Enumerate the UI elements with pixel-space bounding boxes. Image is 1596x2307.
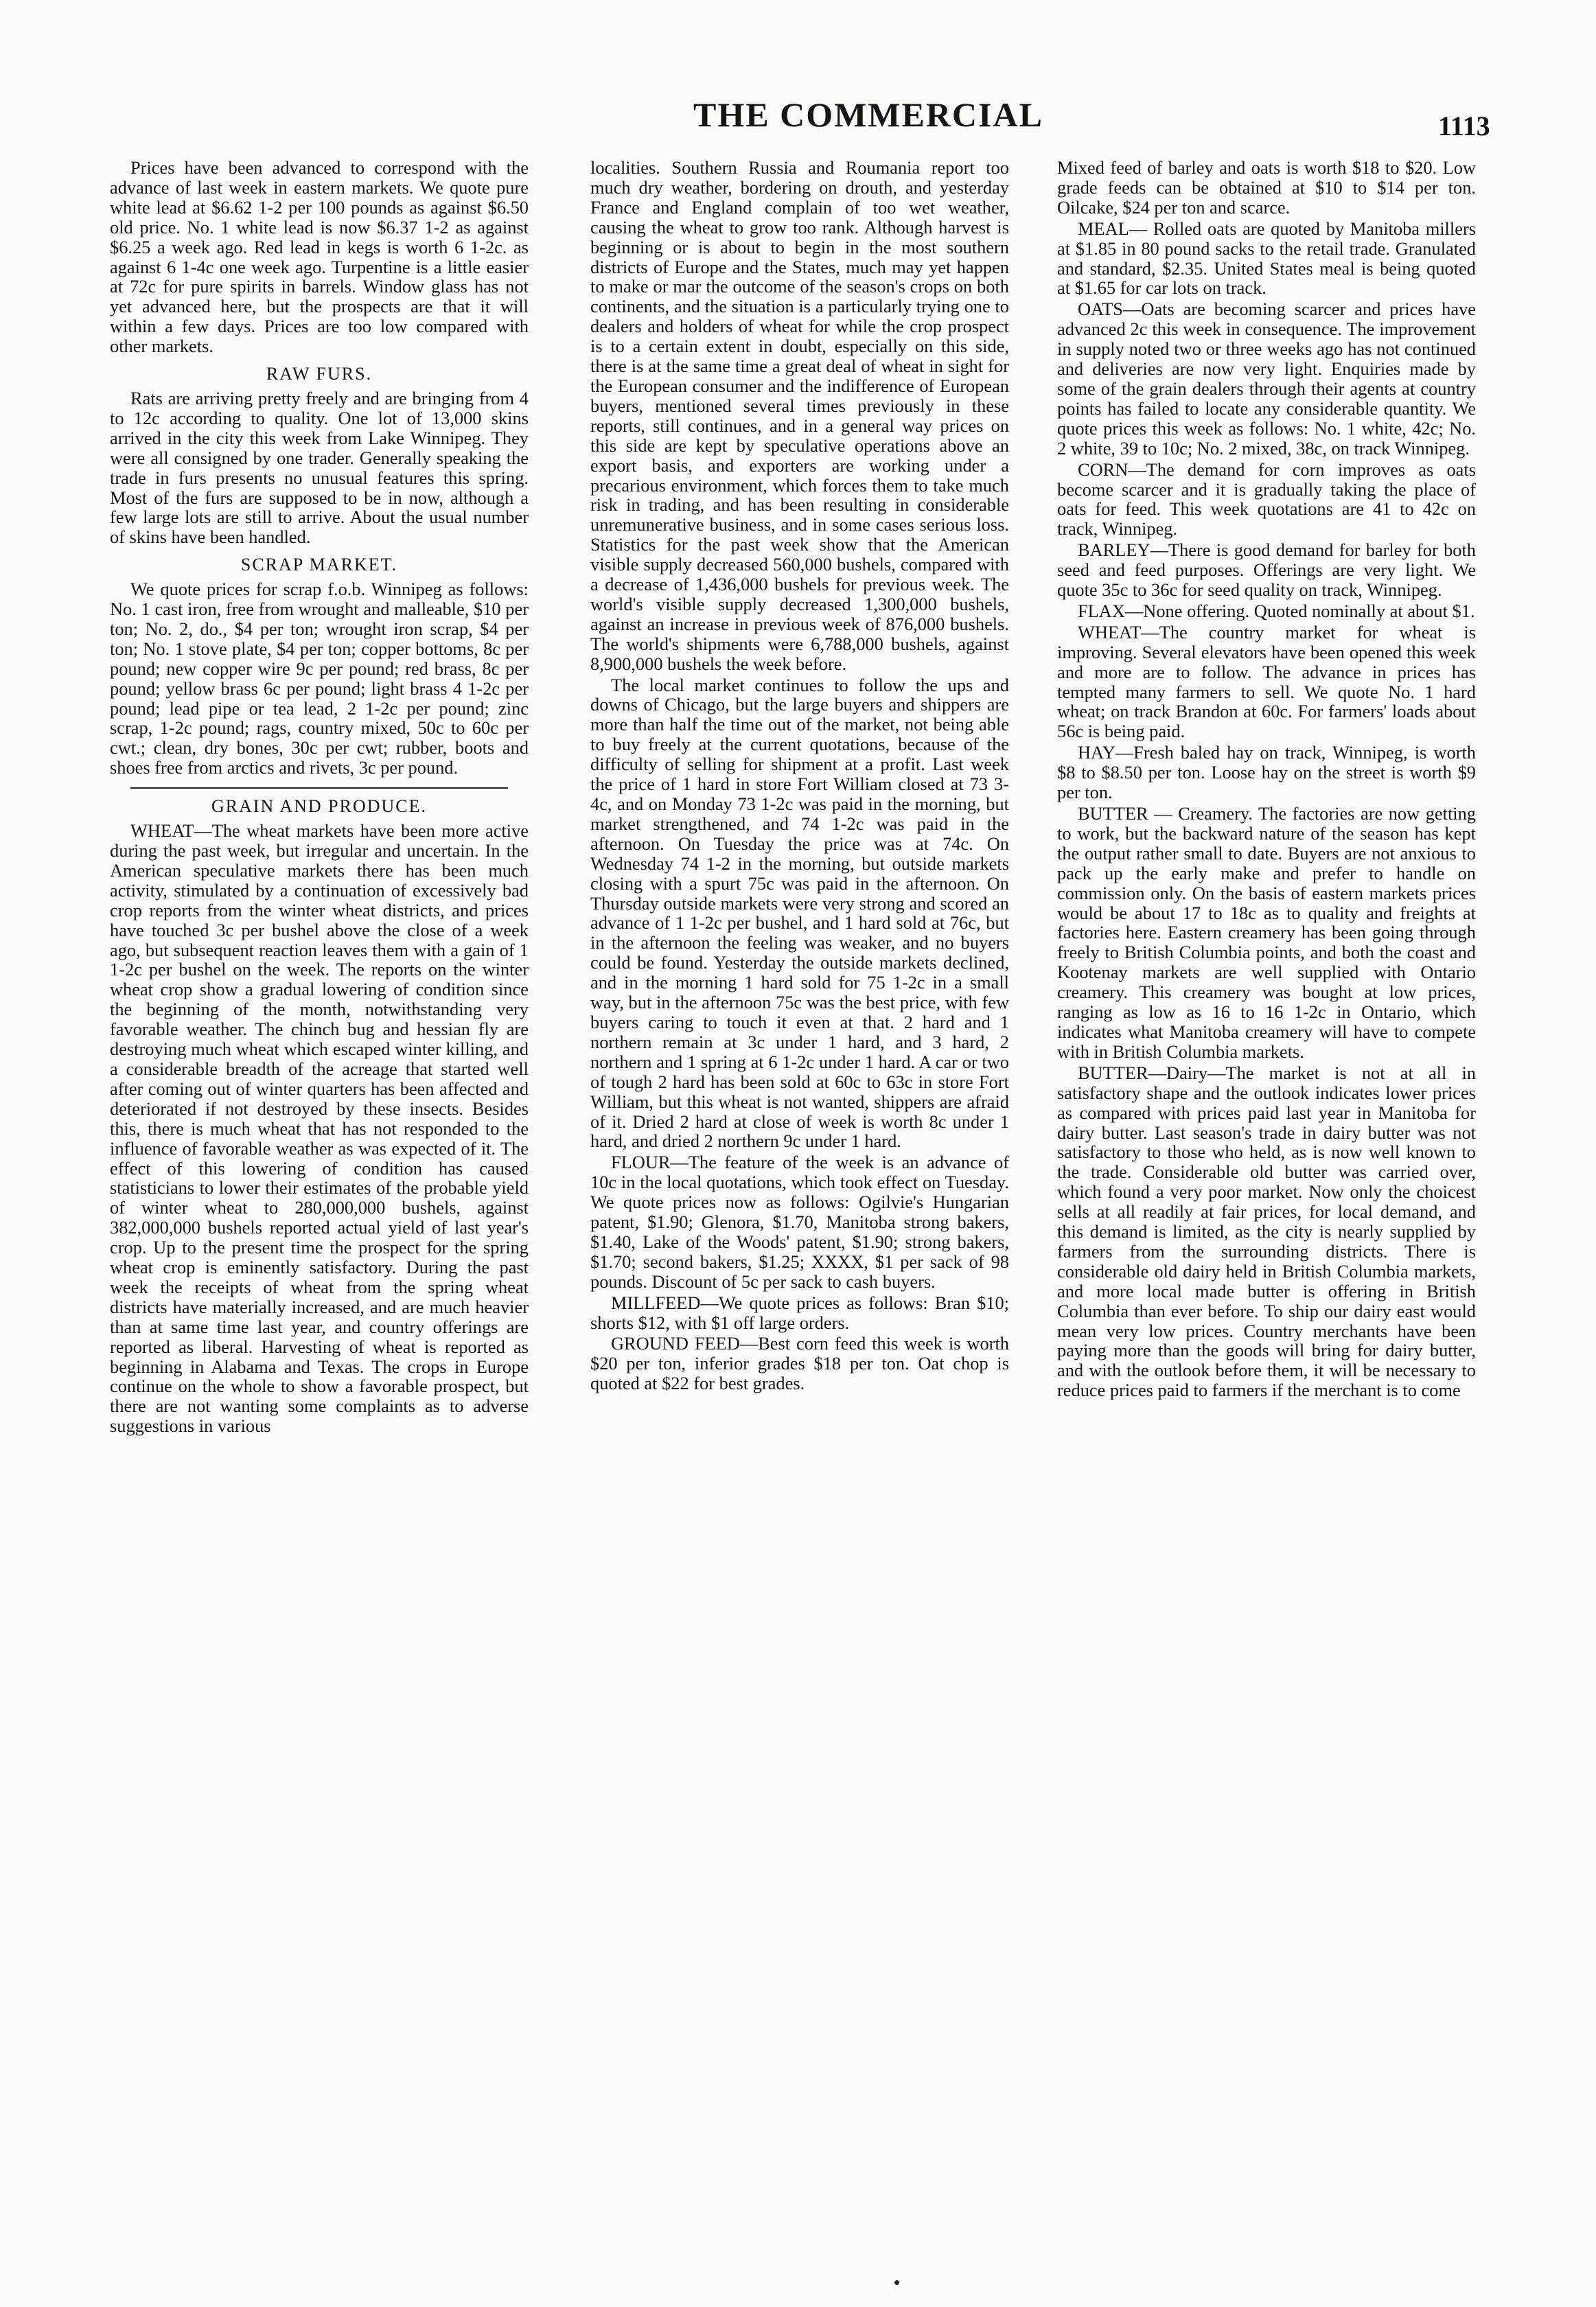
paragraph: WHEAT—The wheat markets have been more active during the past week, but irregular and uncertain. In the American speculative markets there has been much activity, stimulated by a continuation of excessively bad crop reports from the winter wheat districts, and prices have touched 3c per bushel above the close of a week ago, but subsequent reaction leaves them with a gain of 1 1-2c per bushel on the week. The reports on the winter wheat crop show a gradual lowering of condition since the beginning of the month, notwithstanding very favorable weather. The chinch bug and hessian fly are destroying much wheat which escaped winter killing, and a considerable breadth of the acreage that started well after coming out of winter quarters has been affected and deteriorated if not destroyed by these insects. Besides this, there is much wheat that has not responded to the influence of favorable weather as was expected of it. The effect of this lowering of condition has caused statisticians to lower their estimates of the probable yield of winter wheat to 280,000,000 bushels, against 382,000,000 bushels reported actual yield of last year's crop. Up to the present time the prospect for the spring wheat crop is eminently satisfactory. During the past week the receipts of wheat from the spring wheat districts have materially increased, and are much heavier than at same time last year, and country offerings are reported as liberal. Harvesting of wheat is reported as beginning in Alabama and Texas. The crops in Europe continue on the whole to show a favorable prospect, but there are not wanting some complaints as to adverse suggestions in various — [110, 820, 529, 1437]
page-header — [0, 95, 1596, 150]
paragraph: Prices have been advanced to correspond with the advance of last week in eastern markets. We quote pure white lead at $6.62 1-2 per 100 pounds as against $6.50 old price. No. 1 white lead is now $6.37 1-2 as against $6.25 a week ago. Red lead in kegs is worth 6 1-2c. as against 6 1-4c one week ago. Turpentine is a little easier at 72c for pure spirits in barrels. Window glass has not yet advanced here, but the prospects are that it will within a few days. Prices are too low compared with other markets. — [110, 157, 529, 357]
paragraph: FLOUR—The feature of the week is an advance of 10c in the local quotations, which took effect on Tuesday. We quote prices now as follows: Ogilvie's Hungarian patent, $1.90; Glenora, $1.70, Manitoba strong bakers, $1.40, Lake of the Woods' patent, $1.90; strong bakers, $1.70; second bakers, $1.25; XXXX, $1 per sack of 98 pounds. Discount of 5c per sack to cash buyers. — [590, 1152, 1009, 1292]
paragraph: BARLEY—There is good demand for barley for both seed and feed purposes. Offerings are very light. We quote 35c to 36c for seed quality on track, Winnipeg. — [1057, 540, 1476, 601]
column-1 — [110, 158, 529, 1436]
paragraph: MEAL— Rolled oats are quoted by Manitoba millers at $1.85 in 80 pound sacks to the retail trade. Granulated and standard, $2.35. United States meal is being quoted at $1.65 for car lots on track. — [1057, 218, 1476, 299]
paragraph: GROUND FEED—Best corn feed this week is worth $20 per ton, inferior grades $18 per ton. Oat chop is quoted at $22 for best grades. — [590, 1333, 1009, 1394]
section-heading: SCRAP MARKET. — [240, 555, 398, 575]
paragraph: Mixed feed of barley and oats is worth $18 to $20. Low grade feeds can be obtained at $10 to $14 per ton. Oilcake, $24 per ton and scarce. — [1057, 157, 1476, 218]
paragraph: Rats are arriving pretty freely and are bringing from 4 to 12c according to quality. One lot of 13,000 skins arrived in the city this week from Lake Winnipeg. They were all consigned by one trader. Generally speaking the trade in furs presents no unusual features this spring. Most of the furs are supposed to be in now, although a few large lots are still to arrive. About the usual number of skins have been handled. — [110, 387, 529, 548]
section-divider — [130, 787, 508, 789]
column-3 — [1057, 158, 1476, 1400]
footer-dot — [894, 2280, 899, 2285]
paragraph: FLAX—None offering. Quoted nominally at about $1. — [1078, 600, 1475, 621]
paragraph: BUTTER — Creamery. The factories are now getting to work, but the backward nature of the season has kept the output rather small to date. Buyers are not anxious to pack up the early make and prefer to handle on commission only. On the basis of eastern markets prices would be about 17 to 18c as to quality and freights at factories here. Eastern creamery has been going through freely to British Columbia points, and both the coast and Kootenay markets are well supplied with Ontario creamery. This creamery was bought at low prices, ranging as low as 16 to 16 1-2c in Ontario, which indicates what Manitoba creamery will have to compete with in British Columbia markets. — [1057, 803, 1476, 1062]
masthead-title: THE COMMERCIAL — [693, 95, 1043, 134]
page-number: 1113 — [1438, 111, 1490, 141]
section-heading: GRAIN AND PRODUCE. — [211, 796, 428, 817]
paragraph: WHEAT—The country market for wheat is improving. Several elevators have been opened this week and more are to follow. The advance in prices has tempted many farmers to sell. We quote No. 1 hard wheat; on track Brandon at 60c. For farmers' loads about 56c is being paid. — [1057, 621, 1476, 742]
paragraph: CORN—The demand for corn improves as oats become scarcer and it is gradually taking the place of oats for feed. This week quotations are 41 to 42c on track, Winnipeg. — [1057, 459, 1476, 540]
paragraph: HAY—Fresh baled hay on track, Winnipeg, is worth $8 to $8.50 per ton. Loose hay on the street is worth $9 per ton. — [1057, 742, 1476, 803]
column-2 — [590, 158, 1009, 1393]
paragraph: BUTTER—Dairy—The market is not at all in satisfactory shape and the outlook indicates lower prices as compared with prices paid last year in Manitoba for dairy butter. Last season's trade in dairy butter was not satisfactory to those who held, as is now well known to the trade. Considerable old butter was carried over, which found a very poor market. Now only the choicest sells at all readily at fair prices, for local demand, and this demand is limited, as the city is nearly supplied by farmers from the surrounding districts. There is considerable old dairy held in British Columbia markets, and more local made butter is offering in British Columbia than ever before. To ship our dairy east would mean very low prices. Country merchants have been paying more than the goods will bring for dairy butter, and with the outlook before them, it will be necessary to reduce prices paid to farmers if the merchant is to come — [1057, 1062, 1476, 1401]
paragraph: The local market continues to follow the ups and downs of Chicago, but the large buyers and shippers are more than half the time out of the market, not being able to buy freely at the current quotations, because of the difficulty of selling for shipment at a profit. Last week the price of 1 hard in store Fort William closed at 73 3-4c, and on Monday 73 1-2c was paid in the morning, but market strengthened, and 74 1-2c was paid in the afternoon. On Tuesday the price was at 74c. On Wednesday 74 1-2 in the morning, but outside markets closing with a spurt 75c was paid in the afternoon. On Thursday outside markets were very strong and scored an advance of 1 1-2c per bushel, and 1 hard sold at 76c, but in the afternoon the feeling was weaker, and no buyers could be found. Yesterday the outside markets declined, and in the morning 1 hard sold for 75 1-2c in a small way, but in the afternoon 75c was the best price, with few buyers caring to touch it even at that. 2 hard and 1 northern remain at 3c under 1 hard, and 3 hard, 2 northern and 1 spring at 6 1-2c under 1 hard. A car or two of tough 2 hard has been sold at 60c to 63c in store Fort William, but this wheat is not wanted, shippers are afraid of it. Dried 2 hard at close of week is worth 8c under 1 hard, and dried 2 northern 9c under 1 hard. — [590, 674, 1009, 1152]
paragraph: localities. Southern Russia and Roumania report too much dry weather, bordering on drouth, and yesterday France and England complain of too wet weather, causing the wheat to grow too rank. Although harvest is beginning or is about to begin in the most southern districts of Europe and the States, much may yet happen to make or mar the outcome of the season's crops on both continents, and the situation is a particularly trying one to dealers and holders of wheat for while the crop prospect is to a certain extent in doubt, especially on this side, there is at the same time a great deal of wheat in sight for the European consumer and the indifference of European buyers, mentioned several times previously in these reports, still continues, and in a general way prices on this side are kept by speculative operations above an export basis, and exporters are working under a precarious environment, which forces them to take much risk in trading, and has been resulting in considerable unremunerative business, and in some cases serious loss. Statistics for the past week show that the American visible supply decreased 560,000 bushels, compared with a decrease of 1,436,000 bushels for previous week. The world's visible supply decreased 1,300,000 bushels, against an increase in previous week of 876,000 bushels. The world's shipments were 6,788,000 bushels, against 8,900,000 bushels the week before. — [590, 157, 1009, 674]
paragraph: OATS—Oats are becoming scarcer and prices have advanced 2c this week in consequence. The improvement in supply noted two or three weeks ago has not continued and deliveries are now very light. Enquiries made by some of the grain dealers through their agents at country points has failed to locate any considerable quantity. We quote prices this week as follows: No. 1 white, 42c; No. 2 white, 39 to 10c; No. 2 mixed, 38c, on track Winnipeg. — [1057, 299, 1476, 459]
section-heading: RAW FURS. — [266, 364, 373, 384]
paragraph: We quote prices for scrap f.o.b. Winnipeg as follows: No. 1 cast iron, free from wrought and malleable, $10 per ton; No. 2, do., $4 per ton; wrought iron scrap, $4 per ton; No. 1 stove plate, $4 per ton; copper bottoms, 8c per pound; new copper wire 9c per pound; red brass, 8c per pound; yellow brass 6c per pound; light brass 4 1-2c per pound; lead pipe or tea lead, 2 1-2c per pound; zinc scrap, 1-2c pound; rags, country mixed, 50c to 60c per cwt.; clean, dry bones, 30c per cwt; rubber, boots and shoes free from arctics and rivets, 3c per pound. — [110, 579, 529, 778]
paragraph: MILLFEED—We quote prices as follows: Bran $10; shorts $12, with $1 off large orders. — [590, 1292, 1009, 1333]
